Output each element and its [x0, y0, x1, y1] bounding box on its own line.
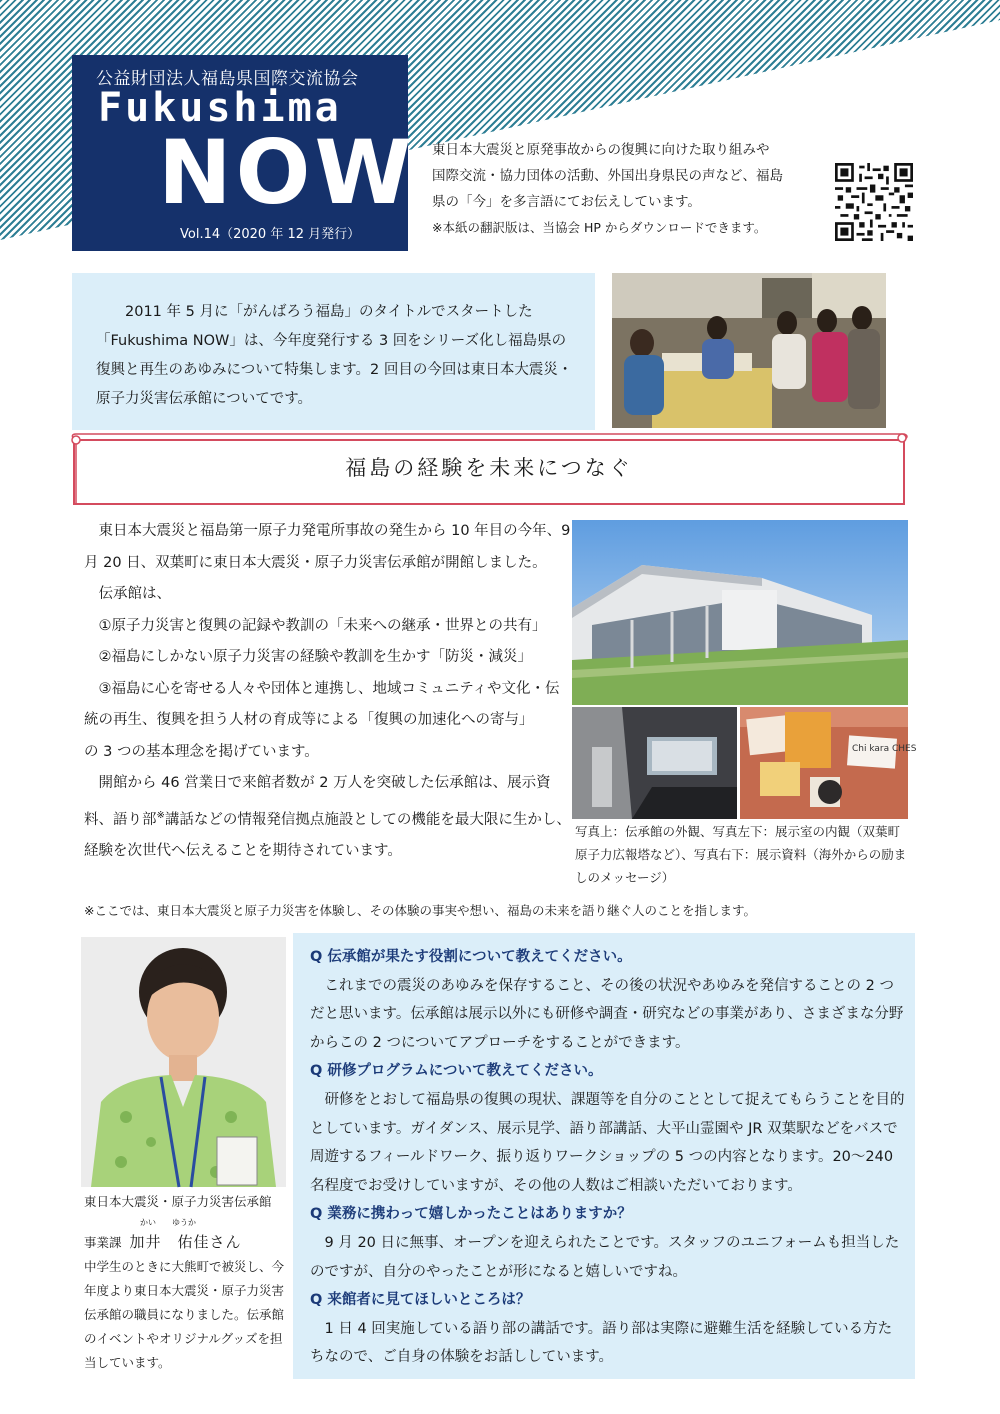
answer: これまでの震災のあゆみを保存すること、その後の状況やあゆみを発信することの 2 つだと思います。伝承館は展示以外にも研修や調査・研究などの事業があり、さまざまな分野からこの 2 つについてアプローチをすることができます。 — [310, 977, 904, 1051]
exhibit-messages-photo — [740, 707, 917, 819]
article-text: 開館から 46 営業日で来館者数が 2 万人を突破した伝承館は、展示資料、語り部 — [84, 775, 551, 828]
footnote: ※ここでは、東日本大震災と原子力災害を体験し、その体験の事実や想い、福島の未来を語り継ぐ人のことを指します。 — [84, 903, 756, 918]
intro-line: 国際交流・協力団体の活動、外国出身県民の声など、福島 — [432, 168, 783, 184]
title-fukushima: Fukushima — [98, 85, 342, 131]
museum-exterior-photo — [572, 520, 908, 705]
footnote-mark: ※ — [156, 809, 165, 821]
answer: 9 月 20 日に無事、オープンを迎えられたことです。スタッフのユニフォームも担当したのですが、自分のやったことが形になると嬉しいですね。 — [310, 1234, 900, 1280]
article-text: 講話などの情報発信拠点施設としての機能を最大限に生かし、経験を次世代へ伝えることを期待されています。 — [84, 811, 571, 859]
ruby-row — [84, 1214, 289, 1230]
masthead — [72, 55, 416, 251]
staff-affiliation: 東日本大震災・原子力災害伝承館 — [84, 1194, 272, 1209]
staff-name-row — [84, 1230, 289, 1255]
answer: 1 日 4 回実施している語り部の講話です。語り部は実際に避難生活を経験している方たちなので、ご自身の体験をお話ししています。 — [310, 1320, 893, 1366]
principle-item: ①原子力災害と復興の記録や教訓の「未来への継承・世界との共有」 — [98, 617, 547, 634]
qr-code-icon[interactable] — [835, 163, 913, 241]
intro-line: 東日本大震災と原発事故からの復興に向けた取り組みや — [432, 142, 770, 158]
name-ruby: かい ゆうか — [139, 1218, 196, 1227]
photo-caption: 写真上：伝承館の外観、写真左下：展示室の内観（双葉町原子力広報塔など）、写真右下：展示資料（海外からの励ましのメッセージ） — [575, 824, 907, 885]
staff-portrait-photo — [81, 937, 286, 1187]
staff-name: 加井 佑佳さん — [129, 1233, 242, 1251]
question: Q 業務に携わって嬉しかったことはありますか？ — [310, 1206, 632, 1223]
article-body — [84, 516, 574, 867]
exhibit-handwritten-text: Chi kara CHES — [852, 744, 917, 754]
org-name: 公益財団法人福島県国際交流協会 — [96, 69, 359, 89]
article-paragraph — [84, 768, 574, 867]
question: Q 研修プログラムについて教えてください。 — [310, 1063, 603, 1080]
exhibit-room-photo — [572, 707, 737, 819]
question: Q 伝承館が果たす役割について教えてください。 — [310, 949, 632, 965]
principle-item: ③福島に心を寄せる人々や団体と連携し、地域コミュニティや文化・伝統の再生、復興を担う人材の育成等による「復興の加速化への寄与」 — [84, 680, 560, 728]
article-paragraph: 東日本大震災と福島第一原子力発電所事故の発生から 10 年目の今年、9 月 20 日、双葉町に東日本大震災・原子力災害伝承館が開館しました。 — [84, 523, 571, 571]
answer: 研修をとおして福島県の復興の現状、課題等を自分のこととして捉えてもらうことを目的としています。ガイダンス、展示見学、語り部講話、大平山霊園や JR 双葉駅などをバスで周遊するフィールドワーク、振り返りワークショップの 5 つの内容となります。20～240 名程度でお受けしていますが、その他の人数はご相談いただいております。 — [310, 1091, 905, 1194]
principle-item: ②福島にしかない原子力災害の経験や教訓を生かす「防災・減災」 — [98, 649, 532, 665]
staff-bio: 中学生のときに大熊町で被災し、今年度より東日本大震災・原子力災害伝承館の職員になりました。伝承館のイベントやオリジナルグッズを担当しています。 — [84, 1259, 285, 1370]
section-title: 福島の経験を未来につなぐ — [345, 456, 633, 480]
header-intro — [432, 137, 822, 241]
volunteer-event-photo — [612, 273, 886, 428]
interview-qa — [310, 943, 905, 1372]
staff-profile — [84, 1190, 289, 1375]
article-paragraph: 伝承館は、 — [98, 586, 171, 602]
lead-text: 2011 年 5 月に「がんばろう福島」のタイトルでスタートした「Fukushima NOW」は、今年度発行する 3 回をシリーズ化し福島県の復興と再生のあゆみについて特集します。2 回目の今回は東日本大震災・原子力災害伝承館についてです。 — [96, 304, 573, 407]
title-now: NOW — [158, 121, 416, 224]
volume-label: Vol.14（2020 年 12 月発行） — [180, 227, 361, 242]
article-paragraph: の 3 つの基本理念を掲げています。 — [84, 743, 319, 760]
question: Q 来館者に見てほしいところは？ — [310, 1292, 531, 1309]
staff-department: 事業課 — [84, 1235, 122, 1250]
intro-note: ※本紙の翻訳版は、当協会 HP からダウンロードできます。 — [432, 220, 767, 235]
intro-line: 県の「今」を多言語にてお伝えしています。 — [432, 194, 701, 210]
